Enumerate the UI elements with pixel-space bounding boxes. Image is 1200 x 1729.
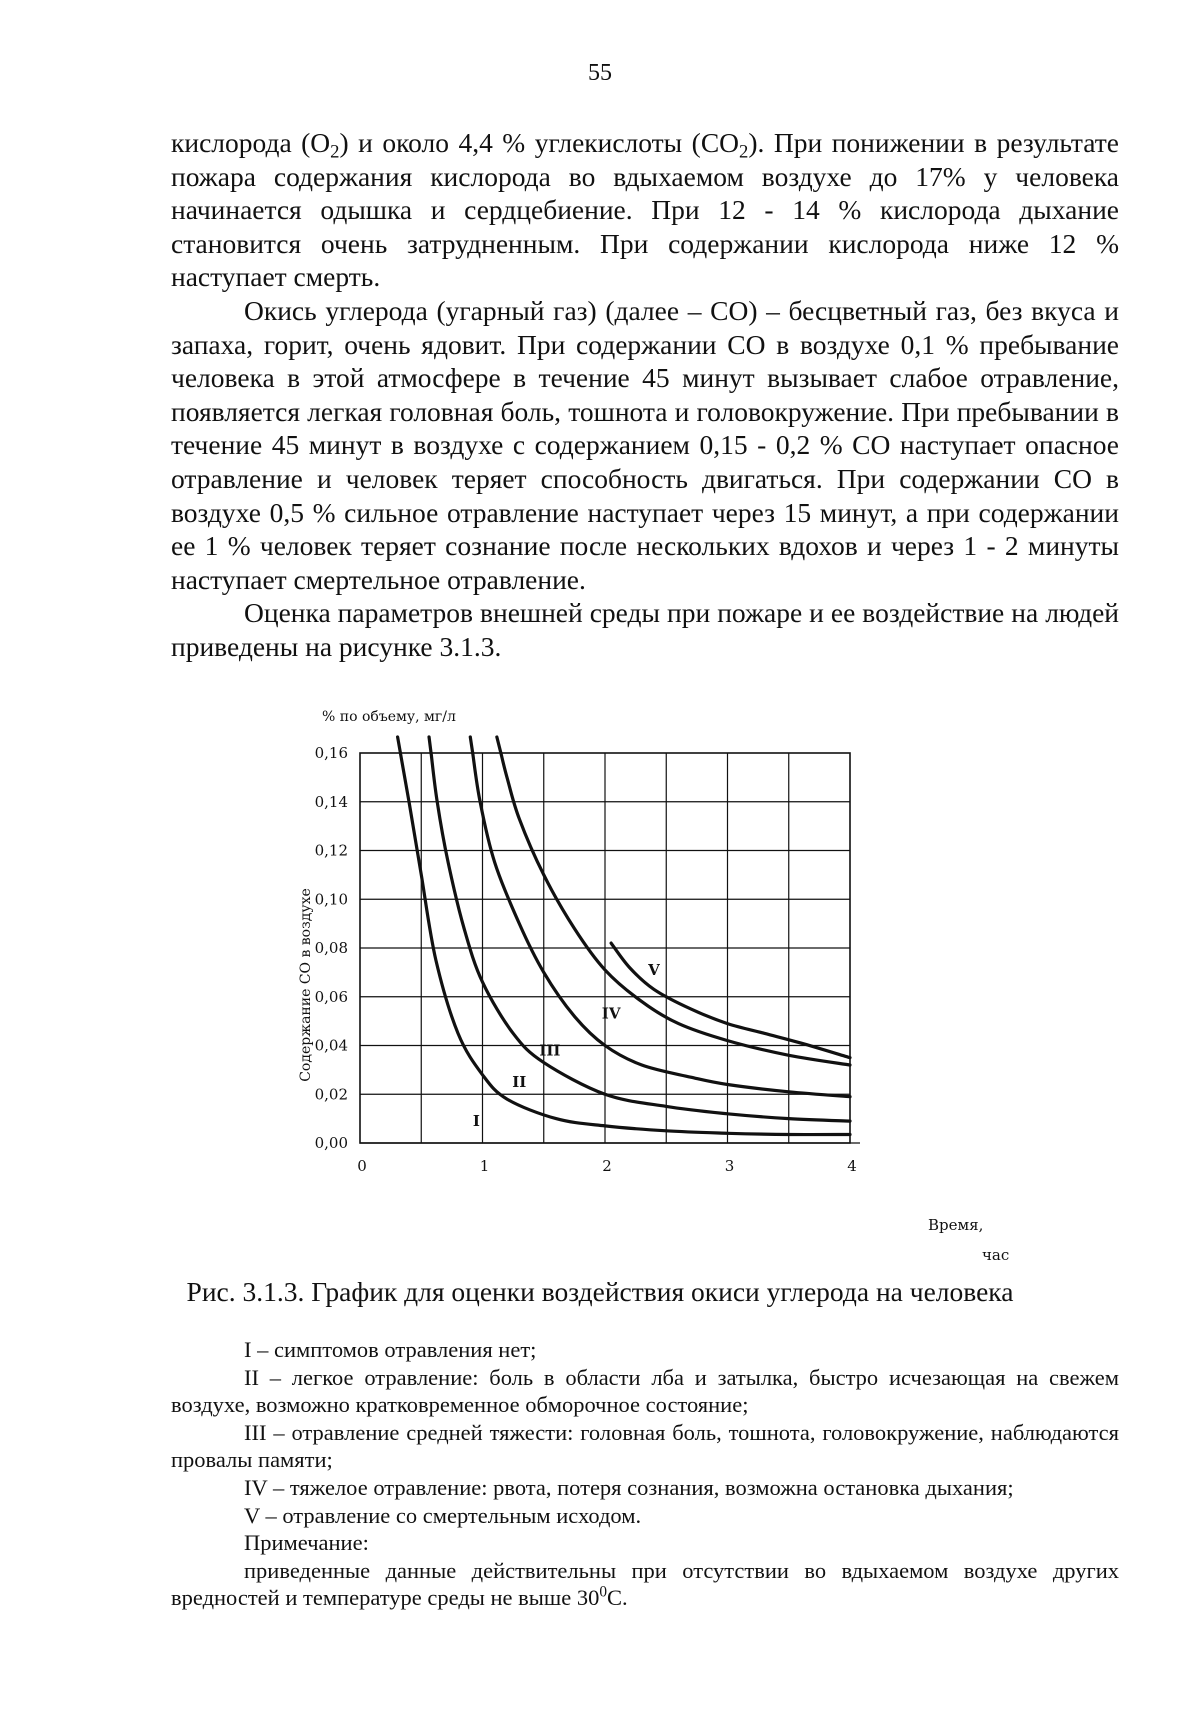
y-tick-label: 0,06 [314, 987, 348, 1006]
curve-label-v: V [648, 960, 660, 979]
note-text: приведенные данные действительны при отсутствии во вдыхаемом воздухе других вредностей и температуре среды не выше $30^0С$. [171, 1557, 1119, 1611]
curve-iv-overflow [497, 737, 501, 753]
chart-grid [315, 744, 860, 1175]
legend-item-iii: III – отравление средней тяжести: головная боль, тошнота, головокружение, наблюдаются провалы памяти; [171, 1419, 1119, 1473]
y-tick-label: 0,10 [314, 890, 348, 909]
paragraph-carbon-monoxide: Окись углерода (угарный газ) (далее – СО) – бесцветный газ, без вкуса и запаха, горит, очень ядовит. При содержании СО в воздухе 0,1 % пребывание человека в этой атмосфере в течение 45 минут вызывает слабое отравление, появляется легкая головная боль, тошнота и головокружение. При пребывании в течение 45 минут в воздухе с содержанием 0,15 - 0,2 % СО наступает опасное отравление и человек теряет способность двигаться. При содержании СО в воздухе 0,5 % сильное отравление наступает через 15 минут, а при содержании ее 1 % человек теряет сознание после нескольких вдохов и через 1 - 2 минуты наступает смертельное отравление. [171, 294, 1119, 595]
co-exposure-chart [260, 705, 1020, 1275]
curve-label-iii: III [539, 1041, 561, 1060]
curve-iii-overflow [470, 737, 472, 753]
page-number: 55 [588, 60, 612, 86]
chart-curves [398, 737, 850, 1135]
curve-label-i: I [472, 1111, 480, 1130]
y-tick-label: 0,12 [314, 841, 348, 860]
legend-item-iv: IV – тяжелое отравление: рвота, потеря сознания, возможна остановка дыхания; [244, 1474, 1014, 1500]
y-axis-title: Содержание СО в воздухе [298, 888, 314, 1082]
curve-i-overflow [398, 737, 401, 753]
figure-caption: Рис. 3.1.3. График для оценки воздействия окиси углерода на человека [186, 1276, 1014, 1307]
x-tick-label: 4 [847, 1157, 857, 1175]
body-text [171, 126, 1119, 664]
x-tick-label: 0 [357, 1157, 367, 1175]
paragraph-oxygen: кислорода $(O_2)$ и около 4,4 % углекислоты $(CO_2)$. При понижении в результате пожара содержания кислорода во вдыхаемом воздухе до 17% у человека начинается одышка и сердцебиение. При 12 - 14 % кислорода дыхание становится очень затрудненным. При содержании кислорода ниже 12 % наступает смерть. [171, 127, 1119, 293]
legend-item-i: I – симптомов отравления нет; [244, 1337, 537, 1362]
x-axis-unit: час [982, 1246, 1010, 1264]
chart-svg [260, 705, 1020, 1275]
x-tick-label: 3 [724, 1157, 735, 1175]
y-axis-unit: % по объему, мг/л [322, 709, 456, 725]
x-tick-label: 2 [602, 1157, 612, 1175]
legend-block [171, 1336, 1119, 1612]
curve-label-ii: II [512, 1072, 527, 1091]
paragraph-figure-reference: Оценка параметров внешней среды при пожаре и ее воздействие на людей приведены на рисунке 3.1.3. [171, 597, 1119, 662]
y-tick-label: 0,02 [314, 1085, 348, 1104]
y-tick-label: 0,16 [314, 744, 348, 762]
x-tick-label: 1 [479, 1157, 490, 1175]
legend-item-ii: II – легкое отравление: боль в области лба и затылка, быстро исчезающая на свежем воздухе, возможно кратковременное обморочное состояние; [171, 1364, 1119, 1418]
y-tick-label: 0,14 [314, 792, 348, 811]
note-title: Примечание: [244, 1530, 369, 1556]
curve-iv [501, 753, 850, 1065]
x-axis-title: Время, [928, 1216, 984, 1234]
y-tick-label: 0,00 [314, 1134, 348, 1152]
y-tick-label: 0,08 [314, 939, 348, 957]
curve-ii-overflow [429, 737, 431, 753]
curve-label-iv: IV [601, 1004, 621, 1023]
y-tick-label: 0,04 [314, 1036, 348, 1055]
legend-item-v: V – отравление со смертельным исходом. [244, 1502, 642, 1528]
